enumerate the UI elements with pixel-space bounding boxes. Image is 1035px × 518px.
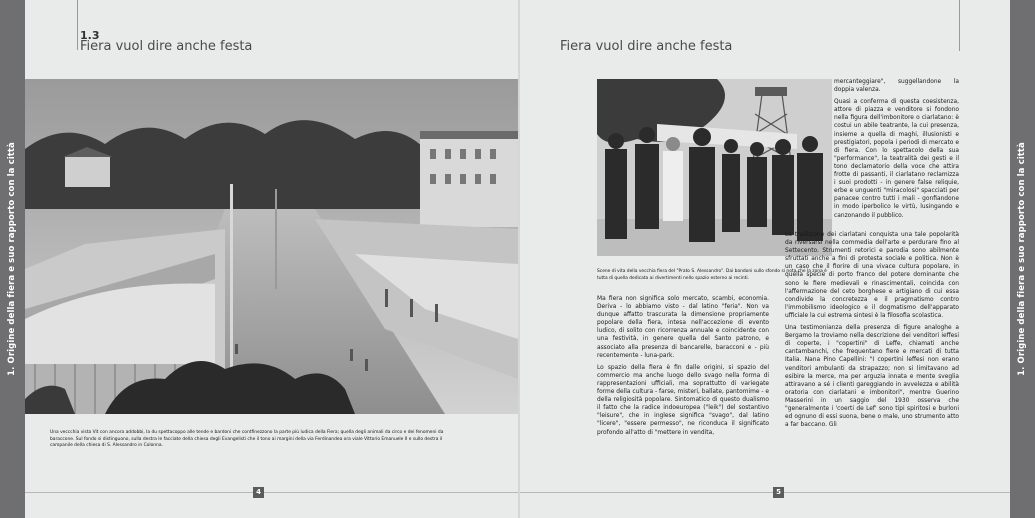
right-footer-rule (520, 492, 1010, 493)
paragraph: Quasi a conferma di questa coesistenza, attore di piazza e venditore si fondono nella figura dell'imbonitore o ciarlatano: è costui un abile teatrante, la cui presenza, insieme a quella di maghi, illusionisti e prestigiatori, popola i periodi di mercato e di fiera. Con lo spettacolo della sua "performance", la teatralità dei gesti e il tono declamatorio della voce che attira frotte di passanti, il ciarlatano reclamizza i suoi prodotti - in genere false reliquie, erbe e unguenti "miracolosi" spacciati per panacee contro tutti i mali - gonfiandone in modo iperbolico le virtù, lusingando e canzonando il pubblico. (834, 99, 959, 219)
left-photo-caption: Una veccchia vista Vit con ancora addobbi, la du spettacoppo alle tende e bardoni che contfinezzono la parte più ludica della Fiera; quella degli animali da circo e dei fenomeni da baraccone. Sul fondo si distinguono, sulla destra le facciate della chiesa degli Evangelisti che il tono ai margini della via Ferdinandea ora viale Vittorio Emanuele II e sullo destra il campanile della chiesa di S. Alessandro in Colonna. (50, 430, 444, 449)
fair-street-photo-image (25, 79, 518, 414)
left-side-strip (0, 0, 25, 518)
crowd-photo-image (597, 79, 832, 256)
page-title: Fiera vuol dire anche festa (80, 39, 253, 54)
text-column-left (597, 295, 769, 441)
right-title-rule (959, 0, 960, 51)
crowd-photo (597, 79, 832, 256)
left-title-rule (77, 0, 78, 50)
section-number: 1.3 (80, 29, 100, 42)
left-footer-rule (25, 492, 518, 493)
paragraph: La tradizione dei ciarlatani conquista una tale popolarità da riversarsi nella commedia dell'arte e perdurare fino al Settecento. Strumenti retorici e parodia sono abilmente sfruttati anche a fini di protesta sociale e politica. Non è un caso che il fiorire di una vivace cultura popolare, in quella specie di porto franco del potere dominante che sono le fiere medievali e rinascimentali, coincida con l'affermazione del ceto borghese e artigiano di cui essa condivide la concretezza e il pragmatismo contro l'immobilismo ideologico e il dogmatismo dell'apparato ufficiale la cui estrema sintesi è la filosofia scolastica. (785, 232, 959, 319)
fair-street-photo (25, 79, 518, 414)
paragraph: mercanteggiare", suggellandone la doppia valenza. (834, 79, 959, 94)
paragraph: Lo spazio della fiera è fin dalle origini, si spazio del commercio ma anche luogo dello svago nella forma di rappresentazioni ufficiali, ma soprattutto di variegate forme della cultura - farse, misteri, ballate, pantomime - e della religiosità popolare. Sintomatico di questo dualismo il fatto che la radice indoeuropea ("leik") del sostantivo "leisure", che in inglese significa "svago", dal latino "licere", "essere permesso", ne riconduca il significato profondo all'atto di "mettere in vendita, (597, 364, 769, 436)
page-number: 4 (253, 487, 264, 498)
right-photo-caption: Scene di vita della vecchia fiera del "Prato S. Alessandro". Dai bandoni sullo sfondo si nota che la zona è tutta di quella dedicata ai divertimenti nello spazio esterno ai recinti. (597, 269, 827, 281)
side-chapter-label: 1. Origine della fiera e suo rapporto con la città (7, 142, 17, 376)
text-column-right-upper (834, 78, 959, 224)
text-column-right-lower (785, 231, 959, 433)
paragraph: Una testimonianza della presenza di figure analoghe a Bergamo la troviamo nella descrizione dei venditori ieffesi di coperte, i "copertini" di Leffe, chiamati anche cantambanchi, che frequentano fiere e mercati di tutta Italia. Nana Pino Capellini: "I copertini leffesi non erano venditori ambulanti da strapazzo; non si limitavano ad esibire la merce, ma per arguzia innata e mente sveglia attiravano a sé i clienti gareggiando in avvelezza e abilità oratoria con ciarlatani e imbonitori", mentre Guerino Masserini in un saggio del 1930 osserva che "generalmente i 'coerti de Lef' sono tipi spiritosi e burloni ed ognuno di essi suona, bene o male, uno strumento atto a far baccano. Gli (785, 325, 959, 429)
book-gutter (518, 0, 520, 518)
page-title: Fiera vuol dire anche festa (560, 39, 733, 54)
right-side-strip (1010, 0, 1035, 518)
page-number: 5 (773, 487, 784, 498)
paragraph: Ma fiera non significa solo mercato, scambi, economia. Deriva - lo abbiamo visto - dal latino "feria". Non va dunque affatto trascurata la dimensione propriamente popolare della fiera, intesa nell'accezione di evento ludico, di solito con ricorrenza annuale e coincidente con una festività, in genere quella del Santo patrono, e associato alla presenza di bancarelle, baracconi e - più recentemente - luna-park. (597, 296, 769, 359)
side-chapter-label: 1. Origine della fiera e suo rapporto con la città (1017, 142, 1027, 376)
